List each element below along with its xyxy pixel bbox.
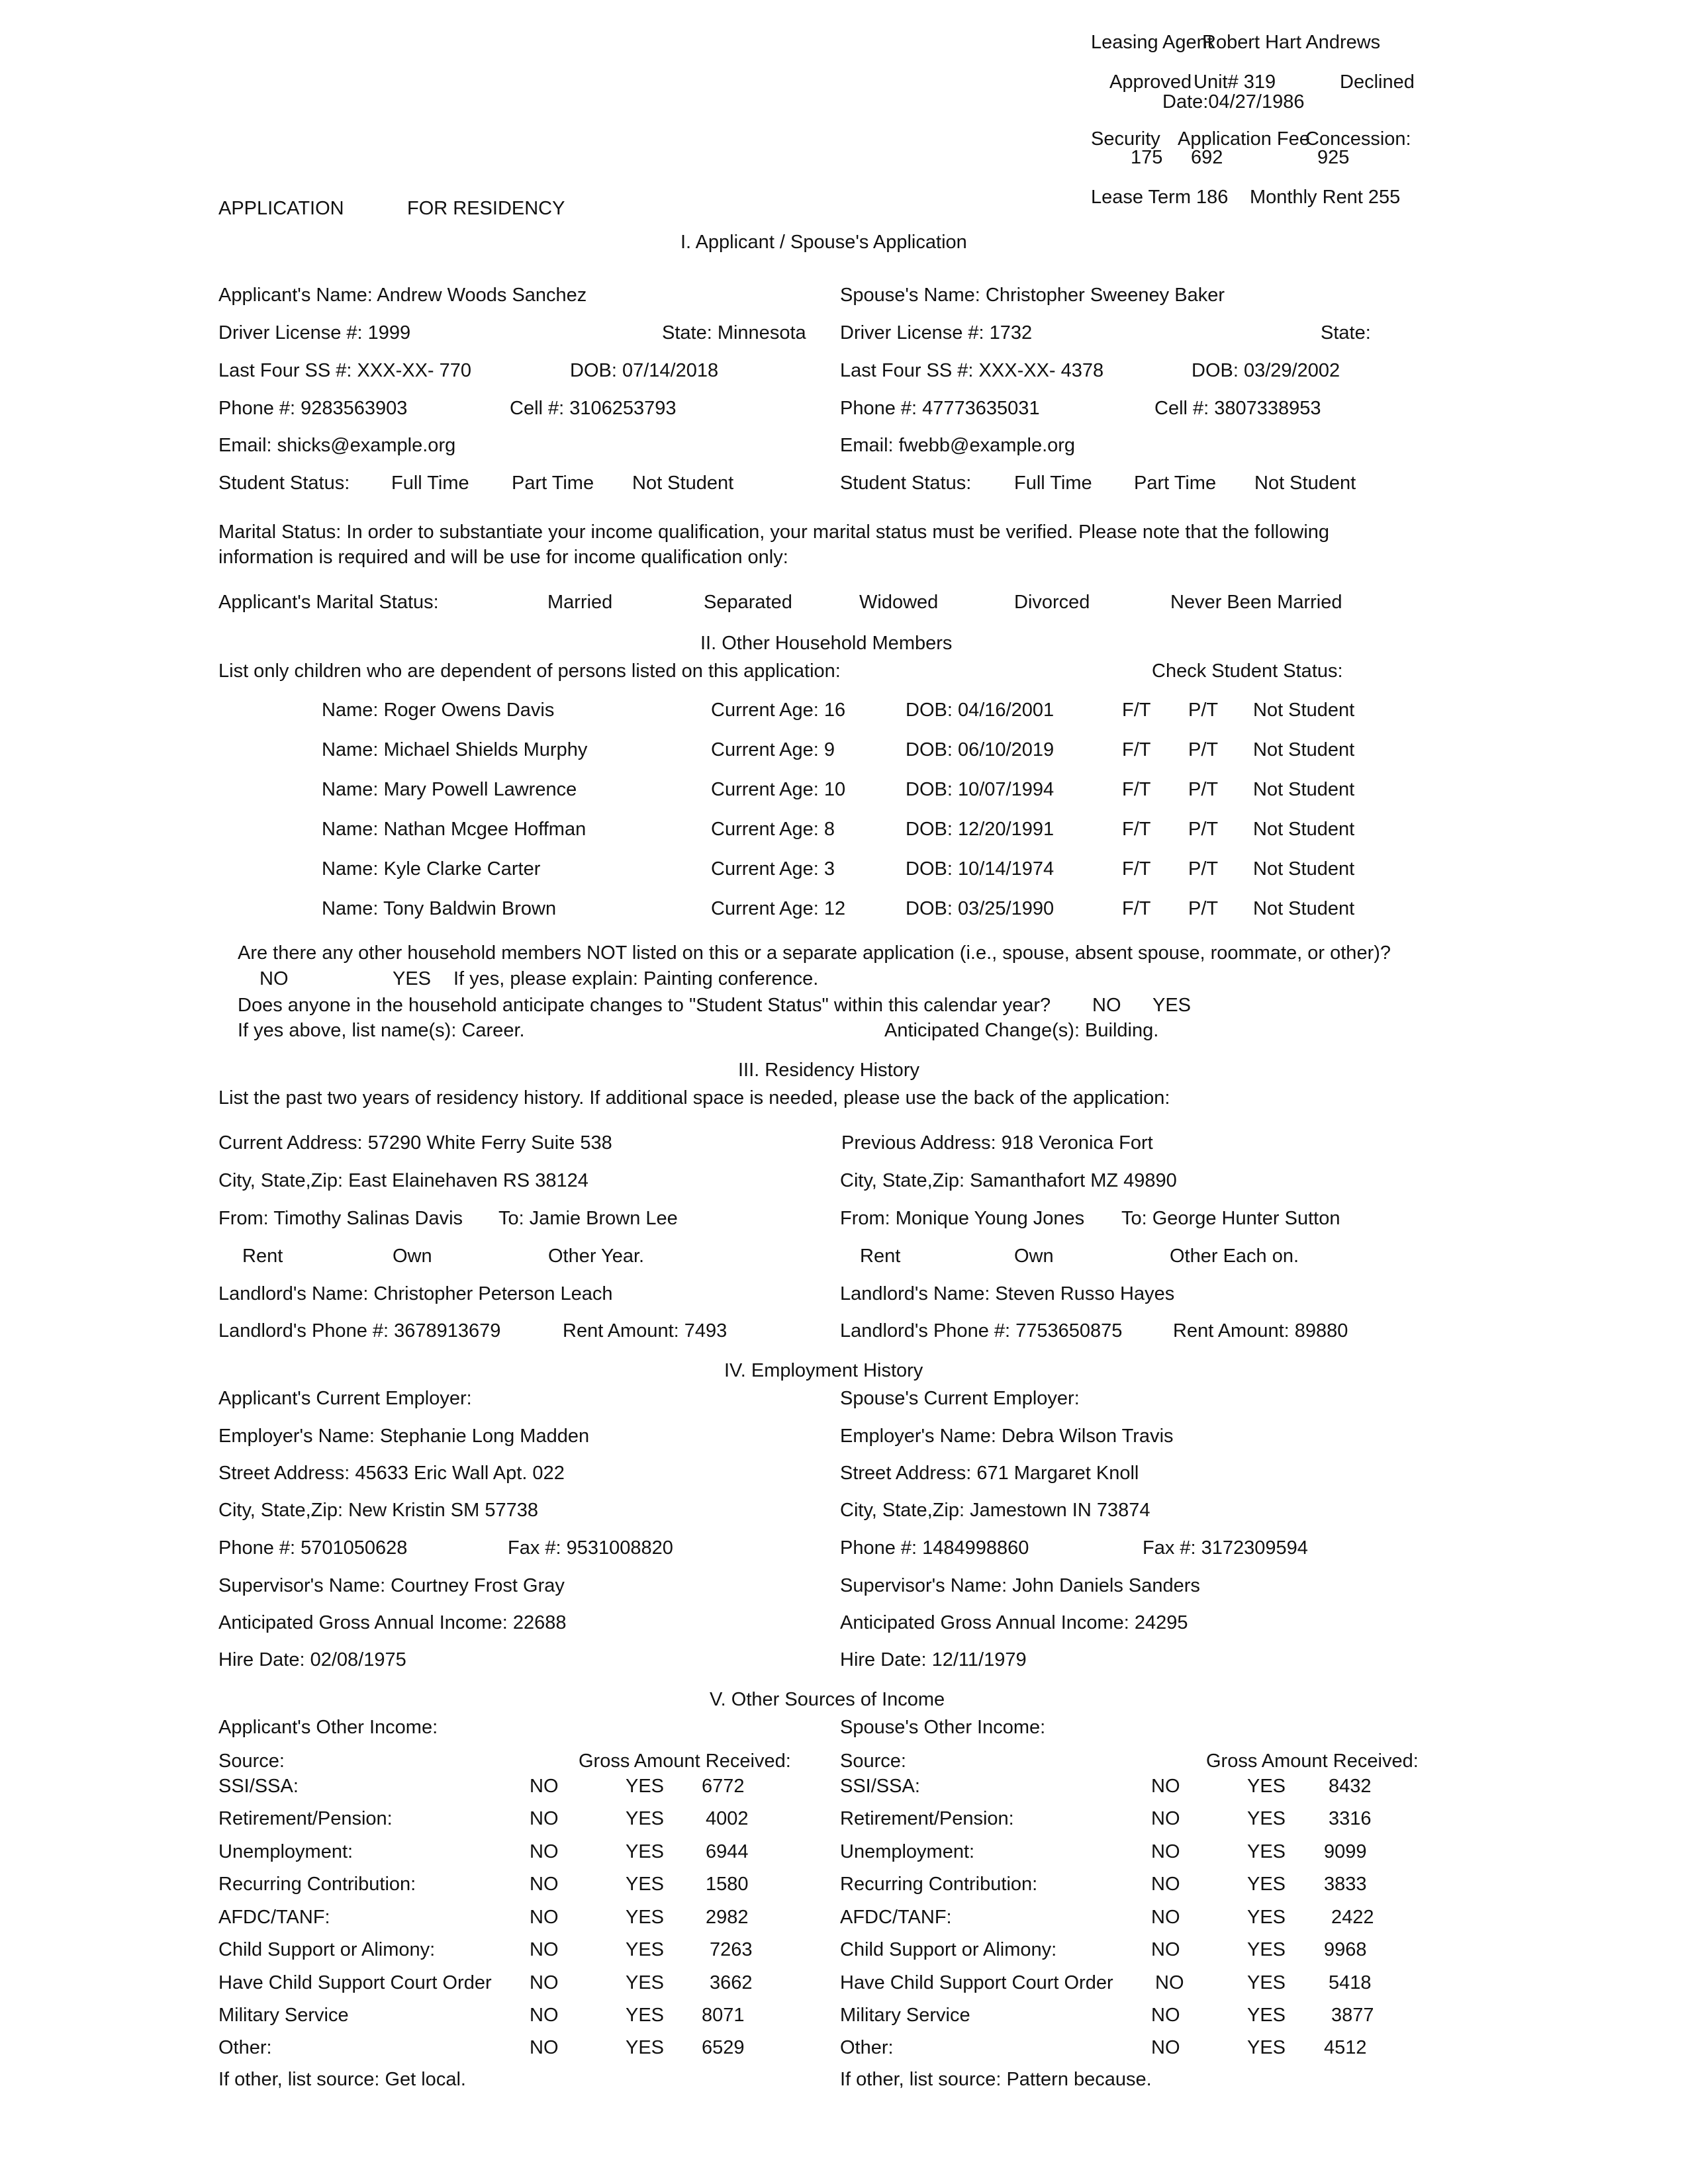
unit-number: Unit# 319: [1194, 71, 1276, 93]
spouse-income-source: Recurring Contribution:: [840, 1874, 1038, 1895]
status-change-names: If yes above, list name(s): Career.: [238, 1020, 525, 1041]
applicant-other-income-label: Applicant's Other Income:: [218, 1717, 438, 1738]
spouse-license: Driver License #: 1732: [840, 322, 1033, 343]
household-intro: List only children who are dependent of persons listed on this application:: [218, 660, 841, 682]
lease-term: Lease Term 186: [1091, 187, 1229, 208]
child-name: Name: Tony Baldwin Brown: [322, 898, 557, 919]
child-name: Name: Kyle Clarke Carter: [322, 858, 541, 880]
spouse-income-yes[interactable]: YES: [1247, 1874, 1286, 1895]
spouse-income-amount: 3316: [1329, 1808, 1372, 1829]
applicant-employer-phone: Phone #: 5701050628: [218, 1537, 408, 1559]
applicant-cell: Cell #: 3106253793: [510, 398, 677, 419]
spouse-gross-header: Gross Amount Received:: [1206, 1751, 1419, 1772]
spouse-income-amount: 3877: [1331, 2005, 1374, 2026]
applicant-income-amount: 3662: [710, 1972, 753, 1993]
applicant-income-source: SSI/SSA:: [218, 1776, 299, 1797]
applicant-ss: Last Four SS #: XXX-XX- 770: [218, 360, 472, 381]
application-fee-label: Application Fee: [1178, 128, 1310, 150]
child-dob: DOB: 10/07/1994: [906, 779, 1055, 800]
applicant-income-amount: 2982: [706, 1907, 749, 1928]
applicant-income-yes[interactable]: YES: [626, 1776, 665, 1797]
spouse-state: State:: [1321, 322, 1371, 343]
current-from: From: Timothy Salinas Davis: [218, 1208, 463, 1229]
child-dob: DOB: 12/20/1991: [906, 819, 1055, 840]
spouse-supervisor: Supervisor's Name: John Daniels Sanders: [840, 1575, 1200, 1596]
applicant-state: State: Minnesota: [662, 322, 806, 343]
child-age: Current Age: 12: [711, 898, 846, 919]
applicant-dob: DOB: 07/14/2018: [570, 360, 719, 381]
child-dob: DOB: 03/25/1990: [906, 898, 1055, 919]
residency-intro: List the past two years of residency history. If additional space is needed, please use the back of the application:: [218, 1087, 1170, 1109]
current-landlord-phone: Landlord's Phone #: 3678913679: [218, 1320, 501, 1342]
spouse-income-yes[interactable]: YES: [1247, 2005, 1286, 2026]
applicant-income-amount: 8071: [702, 2005, 745, 2026]
application-date: Date:04/27/1986: [1162, 91, 1305, 113]
spouse-income-no[interactable]: NO: [1151, 1776, 1180, 1797]
child-pt[interactable]: P/T: [1188, 898, 1219, 919]
applicant-income-amount: 6944: [706, 1841, 749, 1862]
child-pt[interactable]: P/T: [1188, 779, 1219, 800]
spouse-other-income-label: Spouse's Other Income:: [840, 1717, 1046, 1738]
spouse-employer-name: Employer's Name: Debra Wilson Travis: [840, 1426, 1174, 1447]
applicant-part-time[interactable]: Part Time: [512, 473, 594, 494]
previous-rent-option[interactable]: Rent: [860, 1246, 901, 1267]
current-rent-amount: Rent Amount: 7493: [563, 1320, 727, 1342]
applicant-income-amount: 6772: [702, 1776, 745, 1797]
concession-label: Concession:: [1305, 128, 1411, 150]
marital-divorced[interactable]: Divorced: [1014, 592, 1090, 613]
child-not-student[interactable]: Not Student: [1253, 898, 1355, 919]
applicant-income-source: Other:: [218, 2037, 272, 2058]
status-change-yes[interactable]: YES: [1152, 995, 1192, 1016]
child-ft[interactable]: F/T: [1122, 858, 1151, 880]
spouse-income-source: Military Service: [840, 2005, 970, 2026]
leasing-agent-value: Robert Hart Andrews: [1202, 32, 1381, 53]
spouse-employer-city: City, State,Zip: Jamestown IN 73874: [840, 1500, 1150, 1521]
child-pt[interactable]: P/T: [1188, 700, 1219, 721]
marital-separated[interactable]: Separated: [704, 592, 792, 613]
applicant-income-yes[interactable]: YES: [626, 2037, 665, 2058]
previous-landlord-name: Landlord's Name: Steven Russo Hayes: [840, 1283, 1175, 1304]
applicant-income-yes[interactable]: YES: [626, 1808, 665, 1829]
applicant-income-amount: 1580: [706, 1874, 749, 1895]
child-ft[interactable]: F/T: [1122, 819, 1151, 840]
leasing-agent-label: Leasing Agent: [1091, 32, 1213, 53]
child-name: Name: Mary Powell Lawrence: [322, 779, 577, 800]
spouse-name: Spouse's Name: Christopher Sweeney Baker: [840, 285, 1225, 306]
security-label: Security: [1091, 128, 1160, 150]
form-title-left: APPLICATION: [218, 198, 344, 219]
section-5-title: V. Other Sources of Income: [710, 1689, 945, 1710]
applicant-source-header: Source:: [218, 1751, 285, 1772]
current-rent-option[interactable]: Rent: [242, 1246, 283, 1267]
applicant-student-label: Student Status:: [218, 473, 350, 494]
spouse-income-amount: 3833: [1324, 1874, 1367, 1895]
spouse-income-amount: 4512: [1324, 2037, 1367, 2058]
spouse-income-yes[interactable]: YES: [1247, 1841, 1286, 1862]
applicant-income-yes[interactable]: YES: [626, 1841, 665, 1862]
marital-note-line-2: information is required and will be use for income qualification only:: [218, 547, 788, 568]
applicant-supervisor: Supervisor's Name: Courtney Frost Gray: [218, 1575, 565, 1596]
spouse-income-source: SSI/SSA:: [840, 1776, 920, 1797]
applicant-income-source: Recurring Contribution:: [218, 1874, 416, 1895]
other-members-no[interactable]: NO: [259, 968, 289, 989]
spouse-employer-street: Street Address: 671 Margaret Knoll: [840, 1463, 1139, 1484]
spouse-income-no[interactable]: NO: [1151, 1808, 1180, 1829]
applicant-income-amount: 7263: [710, 1939, 753, 1960]
current-to: To: Jamie Brown Lee: [498, 1208, 678, 1229]
current-landlord-name: Landlord's Name: Christopher Peterson Leach: [218, 1283, 613, 1304]
spouse-income-yes[interactable]: YES: [1247, 1776, 1286, 1797]
spouse-income-source: Other:: [840, 2037, 894, 2058]
applicant-income-no[interactable]: NO: [530, 1808, 559, 1829]
spouse-cell: Cell #: 3807338953: [1154, 398, 1321, 419]
spouse-employer-label: Spouse's Current Employer:: [840, 1388, 1080, 1409]
previous-landlord-phone: Landlord's Phone #: 7753650875: [840, 1320, 1123, 1342]
spouse-hire-date: Hire Date: 12/11/1979: [840, 1649, 1027, 1670]
child-not-student[interactable]: Not Student: [1253, 700, 1355, 721]
spouse-income-amount: 9968: [1324, 1939, 1367, 1960]
applicant-annual-income: Anticipated Gross Annual Income: 22688: [218, 1612, 567, 1633]
applicant-income-no[interactable]: NO: [530, 1776, 559, 1797]
spouse-other-source: If other, list source: Pattern because.: [840, 2069, 1152, 2090]
applicant-income-source: Retirement/Pension:: [218, 1808, 393, 1829]
spouse-full-time[interactable]: Full Time: [1014, 473, 1092, 494]
child-age: Current Age: 9: [711, 739, 835, 760]
applicant-income-no[interactable]: NO: [530, 2005, 559, 2026]
child-not-student[interactable]: Not Student: [1253, 739, 1355, 760]
child-pt[interactable]: P/T: [1188, 819, 1219, 840]
applicant-income-no[interactable]: NO: [530, 1939, 559, 1960]
spouse-income-no[interactable]: NO: [1151, 1939, 1180, 1960]
marital-status-label: Applicant's Marital Status:: [218, 592, 439, 613]
applicant-income-no[interactable]: NO: [530, 1907, 559, 1928]
applicant-license: Driver License #: 1999: [218, 322, 411, 343]
spouse-income-amount: 9099: [1324, 1841, 1367, 1862]
check-student-status: Check Student Status:: [1152, 660, 1343, 682]
spouse-income-no[interactable]: NO: [1151, 1841, 1180, 1862]
form-title-right: FOR RESIDENCY: [407, 198, 565, 219]
applicant-employer-name: Employer's Name: Stephanie Long Madden: [218, 1426, 590, 1447]
applicant-other-source: If other, list source: Get local.: [218, 2069, 466, 2090]
spouse-income-source: Retirement/Pension:: [840, 1808, 1014, 1829]
spouse-email: Email: fwebb@example.org: [840, 435, 1076, 456]
previous-city-state-zip: City, State,Zip: Samanthafort MZ 49890: [840, 1170, 1177, 1191]
applicant-not-student[interactable]: Not Student: [632, 473, 734, 494]
applicant-income-yes[interactable]: YES: [626, 1874, 665, 1895]
status-change-no[interactable]: NO: [1092, 995, 1121, 1016]
current-address: Current Address: 57290 White Ferry Suite 538: [218, 1132, 612, 1154]
spouse-income-no[interactable]: NO: [1151, 2005, 1180, 2026]
spouse-income-no[interactable]: NO: [1151, 1874, 1180, 1895]
applicant-income-source: Have Child Support Court Order: [218, 1972, 492, 1993]
spouse-part-time[interactable]: Part Time: [1134, 473, 1217, 494]
spouse-student-label: Student Status:: [840, 473, 972, 494]
current-city-state-zip: City, State,Zip: East Elainehaven RS 38124: [218, 1170, 588, 1191]
child-ft[interactable]: F/T: [1122, 739, 1151, 760]
applicant-income-source: Military Service: [218, 2005, 349, 2026]
section-4-title: IV. Employment History: [724, 1360, 923, 1381]
status-change-question: Does anyone in the household anticipate changes to "Student Status" within this calendar year?: [238, 995, 1051, 1016]
marital-never-married[interactable]: Never Been Married: [1170, 592, 1342, 613]
security-value: 175: [1131, 147, 1163, 168]
spouse-income-source: Have Child Support Court Order: [840, 1972, 1113, 1993]
spouse-not-student[interactable]: Not Student: [1254, 473, 1356, 494]
previous-to: To: George Hunter Sutton: [1121, 1208, 1340, 1229]
applicant-hire-date: Hire Date: 02/08/1975: [218, 1649, 406, 1670]
spouse-income-no[interactable]: NO: [1151, 2037, 1180, 2058]
spouse-employer-fax: Fax #: 3172309594: [1143, 1537, 1308, 1559]
marital-widowed[interactable]: Widowed: [859, 592, 939, 613]
applicant-phone: Phone #: 9283563903: [218, 398, 408, 419]
child-ft[interactable]: F/T: [1122, 700, 1151, 721]
applicant-income-no[interactable]: NO: [530, 1841, 559, 1862]
spouse-income-yes[interactable]: YES: [1247, 1972, 1286, 1993]
declined-label: Declined: [1340, 71, 1415, 93]
spouse-dob: DOB: 03/29/2002: [1192, 360, 1340, 381]
spouse-income-yes[interactable]: YES: [1247, 1907, 1286, 1928]
spouse-source-header: Source:: [840, 1751, 906, 1772]
child-pt[interactable]: P/T: [1188, 858, 1219, 880]
spouse-income-amount: 2422: [1331, 1907, 1374, 1928]
previous-own-option[interactable]: Own: [1014, 1246, 1054, 1267]
concession-value: 925: [1317, 147, 1350, 168]
spouse-income-no[interactable]: NO: [1151, 1907, 1180, 1928]
spouse-income-amount: 8432: [1329, 1776, 1372, 1797]
applicant-income-source: Child Support or Alimony:: [218, 1939, 436, 1960]
child-dob: DOB: 04/16/2001: [906, 700, 1055, 721]
child-age: Current Age: 16: [711, 700, 846, 721]
application-fee-value: 692: [1191, 147, 1223, 168]
spouse-income-source: AFDC/TANF:: [840, 1907, 952, 1928]
applicant-employer-label: Applicant's Current Employer:: [218, 1388, 472, 1409]
applicant-employer-fax: Fax #: 9531008820: [508, 1537, 673, 1559]
current-own-option[interactable]: Own: [393, 1246, 432, 1267]
applicant-income-source: AFDC/TANF:: [218, 1907, 330, 1928]
child-pt[interactable]: P/T: [1188, 739, 1219, 760]
spouse-phone: Phone #: 47773635031: [840, 398, 1040, 419]
applicant-employer-street: Street Address: 45633 Eric Wall Apt. 022: [218, 1463, 565, 1484]
other-members-yes[interactable]: YES: [393, 968, 432, 989]
previous-other-option[interactable]: Other Each on.: [1170, 1246, 1299, 1267]
spouse-income-yes[interactable]: YES: [1247, 1939, 1286, 1960]
applicant-employer-city: City, State,Zip: New Kristin SM 57738: [218, 1500, 538, 1521]
child-name: Name: Roger Owens Davis: [322, 700, 555, 721]
previous-from: From: Monique Young Jones: [840, 1208, 1085, 1229]
child-ft[interactable]: F/T: [1122, 779, 1151, 800]
spouse-income-source: Child Support or Alimony:: [840, 1939, 1057, 1960]
spouse-income-yes[interactable]: YES: [1247, 2037, 1286, 2058]
applicant-income-yes[interactable]: YES: [626, 2005, 665, 2026]
applicant-income-no[interactable]: NO: [530, 1874, 559, 1895]
child-dob: DOB: 06/10/2019: [906, 739, 1055, 760]
child-age: Current Age: 3: [711, 858, 835, 880]
applicant-full-time[interactable]: Full Time: [391, 473, 469, 494]
status-change-description: Anticipated Change(s): Building.: [884, 1020, 1159, 1041]
applicant-email: Email: shicks@example.org: [218, 435, 456, 456]
spouse-income-yes[interactable]: YES: [1247, 1808, 1286, 1829]
marital-note-line-1: Marital Status: In order to substantiate your income qualification, your marital status must be verified. Please note that the following: [218, 522, 1330, 543]
monthly-rent: Monthly Rent 255: [1250, 187, 1401, 208]
child-ft[interactable]: F/T: [1122, 898, 1151, 919]
spouse-annual-income: Anticipated Gross Annual Income: 24295: [840, 1612, 1188, 1633]
spouse-employer-phone: Phone #: 1484998860: [840, 1537, 1029, 1559]
child-not-student[interactable]: Not Student: [1253, 858, 1355, 880]
applicant-name: Applicant's Name: Andrew Woods Sanchez: [218, 285, 587, 306]
section-2-title: II. Other Household Members: [700, 633, 953, 654]
child-name: Name: Michael Shields Murphy: [322, 739, 588, 760]
applicant-income-yes[interactable]: YES: [626, 1939, 665, 1960]
spouse-income-source: Unemployment:: [840, 1841, 975, 1862]
applicant-income-source: Unemployment:: [218, 1841, 353, 1862]
applicant-income-amount: 4002: [706, 1808, 749, 1829]
spouse-income-amount: 5418: [1329, 1972, 1372, 1993]
previous-address: Previous Address: 918 Veronica Fort: [841, 1132, 1153, 1154]
child-name: Name: Nathan Mcgee Hoffman: [322, 819, 586, 840]
section-1-title: I. Applicant / Spouse's Application: [680, 232, 967, 253]
other-members-question: Are there any other household members NOT listed on this or a separate application (i.e., spouse, absent spouse, roommate, or other)?: [238, 942, 1391, 964]
marital-married[interactable]: Married: [547, 592, 613, 613]
approved-label: Approved: [1109, 71, 1192, 93]
applicant-income-no[interactable]: NO: [530, 1972, 559, 1993]
child-age: Current Age: 10: [711, 779, 846, 800]
other-members-explain: If yes, please explain: Painting conference.: [453, 968, 819, 989]
spouse-income-no[interactable]: NO: [1155, 1972, 1184, 1993]
child-dob: DOB: 10/14/1974: [906, 858, 1055, 880]
applicant-gross-header: Gross Amount Received:: [579, 1751, 791, 1772]
section-3-title: III. Residency History: [738, 1060, 919, 1081]
spouse-ss: Last Four SS #: XXX-XX- 4378: [840, 360, 1104, 381]
previous-rent-amount: Rent Amount: 89880: [1173, 1320, 1348, 1342]
applicant-income-no[interactable]: NO: [530, 2037, 559, 2058]
applicant-income-yes[interactable]: YES: [626, 1907, 665, 1928]
applicant-income-yes[interactable]: YES: [626, 1972, 665, 1993]
child-age: Current Age: 8: [711, 819, 835, 840]
child-not-student[interactable]: Not Student: [1253, 819, 1355, 840]
child-not-student[interactable]: Not Student: [1253, 779, 1355, 800]
current-other-option[interactable]: Other Year.: [548, 1246, 645, 1267]
applicant-income-amount: 6529: [702, 2037, 745, 2058]
